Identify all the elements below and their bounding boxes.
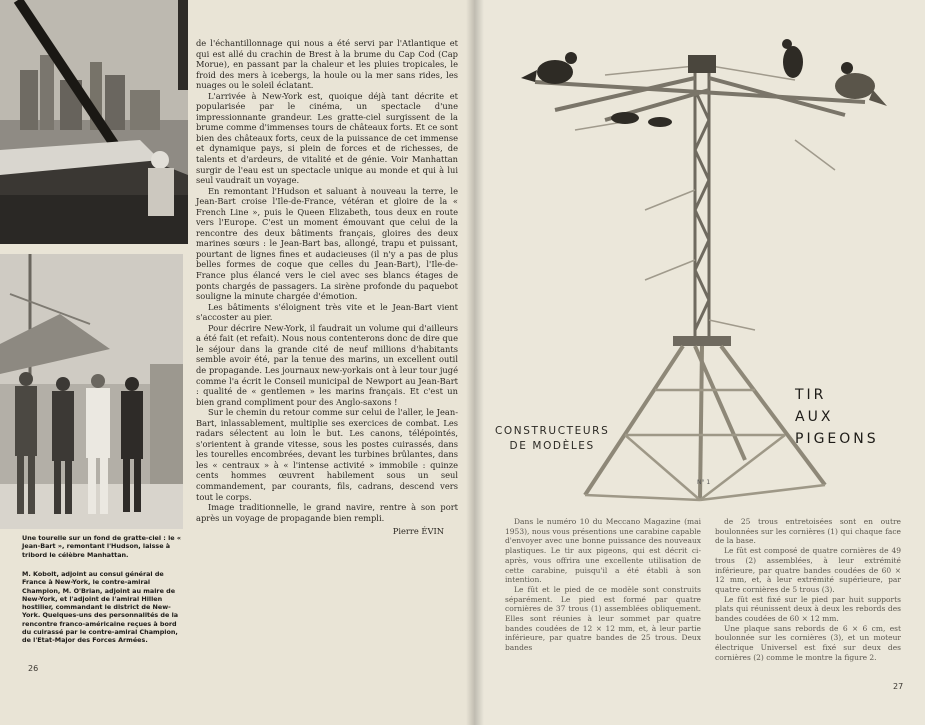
section-label-line: DE MODÈLES xyxy=(509,440,595,452)
title-line: AUX xyxy=(795,409,834,425)
right-page xyxy=(475,0,925,725)
caption-text: M. Kobolt, adjoint au consul général de France à New-York, le contre-amiral Champion, M. O'Brian, adjoint au maire de New-York, et l'adjoint de l'amiral Hillen hostilier, commandant le district de New-York. Quelques-uns des personnalités de la rencontre franco-américaine reçues à bord du cuirassé par le contre-amiral Champion, de l'Etat-Major des Forces Armées. xyxy=(22,570,179,645)
figure-label: N° 1 xyxy=(697,479,711,486)
page-gutter xyxy=(466,0,484,725)
column-paragraph: Une plaque sans rebords de 6 × 6 cm, est boulonnée sur les cornières (3), et un moteur électrique Universel est fixé sur deux des cornières (2) comme le montre la figure 2. xyxy=(715,623,901,662)
page-number-left: 26 xyxy=(28,664,39,673)
caption-text: Une tourelle sur un fond de gratte-ciel : le « Jean-Bart », remontant l'Hudson, laisse à tribord le célèbre Manhattan. xyxy=(22,534,181,559)
text-column-2 xyxy=(715,517,901,663)
article-paragraph: L'arrivée à New-York est, quoique déjà tant décrite et popularisée par le cinéma, un spectacle d'une impressionnante grandeur. Les gratte-ciel surgissent de la brume comme d'immenses tours de châteaux forts. Et ce sont bien des châteaux forts, ceux de la puissance de cet immense et dynamique pays, si plein de forces et de richesses, de talents et d'ardeurs, de vitalité et de génie. Voir Manhattan surgir de l'eau est un spectacle unique au monde et qui à lui seul vaudrait un voyage. xyxy=(196,90,458,186)
section-label-line: CONSTRUCTEURS xyxy=(495,425,610,437)
section-label xyxy=(495,424,609,454)
article-paragraph: Les bâtiments s'éloignent très vite et le Jean-Bart vient s'accoster au pier. xyxy=(196,301,458,323)
article-paragraph: Pour décrire New-York, il faudrait un volume qui d'ailleurs a été fait (et refait). Nous nous contenterons donc de dire que le séjour dans la grande cité de neuf millions d'habitants semble avoir été, par la tenue des marins, un excellent outil de propagande. Les journaux new-yorkais ont à leur tour jugé comme l'a écrit le Conseil municipal de Newport au Jean-Bart : qualité de « gentlemen » les marins français. Et c'est un bien grand compliment pour des Anglo-saxons ! xyxy=(196,322,458,407)
caption-officers xyxy=(22,570,187,651)
column-paragraph: Le fût est fixé sur le pied par huit supports plats qui réunissent deux à deux les rebords des bandes coudées de 60 × 12 mm. xyxy=(715,594,901,624)
author-signature: Pierre ÉVIN xyxy=(392,526,444,537)
title-line: TIR xyxy=(795,387,827,403)
article-paragraph: Sur le chemin du retour comme sur celui de l'aller, le Jean-Bart, inlassablement, multiplie ses exercices de combat. Les radars sélectent au loin le but. Les canons, télépointés, s'orientent à grande vitesse, sous les postes cuirassés, dans les tourelles encombrées, devant les turbines brûlantes, dans les « centraux » à « l'intense activité » immobile : quinze cents hommes œuvrent habilement sous un seul commandement, par courants, fils, cadrans, descend vers tout le corps. xyxy=(196,407,458,502)
photo-battleship-turret xyxy=(0,0,188,244)
photo-officers-on-deck xyxy=(0,254,183,529)
article-jean-bart xyxy=(196,38,458,537)
page-number-right: 27 xyxy=(893,682,904,691)
text-column-1 xyxy=(505,517,701,653)
article-title xyxy=(795,384,915,450)
column-paragraph: de 25 trous entretoisées sont en outre boulonnées sur les cornières (1) qui chaque face de la base. xyxy=(715,517,901,546)
caption-turret xyxy=(22,534,187,565)
article-paragraph: En remontant l'Hudson et saluant à nouveau la terre, le Jean-Bart croise l'Ile-de-France, vétéran et gloire de la « French Line », puis le Queen Elizabeth, tous deux en route vers l'Europe. C'est un moment émouvant que celui de la rencontre des deux bâtiments français, gloires des deux marines sœurs : le Jean-Bart bas, allongé, trapu et puissant, pourtant de lignes fines et audacieuses (il n'y a pas de plus belles formes de coque que celles du Jean-Bart), l'Ile-de-France plus élancé vers le ciel avec ses blancs étages de ponts chargés de passagers. La sirène profonde du paquebot souligne la minute chargée d'émotion. xyxy=(196,185,458,302)
column-paragraph: Le fût et le pied de ce modèle sont construits séparément. Le pied est formé par quatre cornières de 37 trous (1) assemblées obliquement. Elles sont réunies à leur sommet par quatre bandes coudées de 12 × 12 mm, et, à leur partie inférieure, par quatre bandes de 25 trous. Deux bandes xyxy=(505,584,701,653)
column-paragraph: Dans le numéro 10 du Meccano Magazine (mai 1953), nous vous présentions une carabine capable d'envoyer avec une bonne puissance des nouveaux plastiques. Le tir aux pigeons, qui est décrit ci-après, vous offrira une excellente utilisation de cette carabine, puisqu'il a été établi à son intention. xyxy=(505,517,701,585)
article-paragraph: Image traditionnelle, le grand navire, rentre à son port après un voyage de propagande bien rempli. xyxy=(196,502,458,523)
column-paragraph: Le fût est composé de quatre cornières de 49 trous (2) assemblées, à leur extrémité inférieure, par quatre bandes coudées de 60 × 12 mm, et, à leur extrémité supérieure, par quatre cornières de 5 trous (3). xyxy=(715,546,901,594)
title-line: PIGEONS xyxy=(795,431,879,447)
article-paragraph: de l'échantillonnage qui nous a été servi par l'Atlantique et qui est allé du crachin de Brest à la brume du Cap Cod (Cap Morue), en passant par la chaleur et les pluies tropicales, le froid des mers à icebergs, la houle ou la mer sans rides, les nuages ou le soleil éclatant. xyxy=(196,38,458,91)
